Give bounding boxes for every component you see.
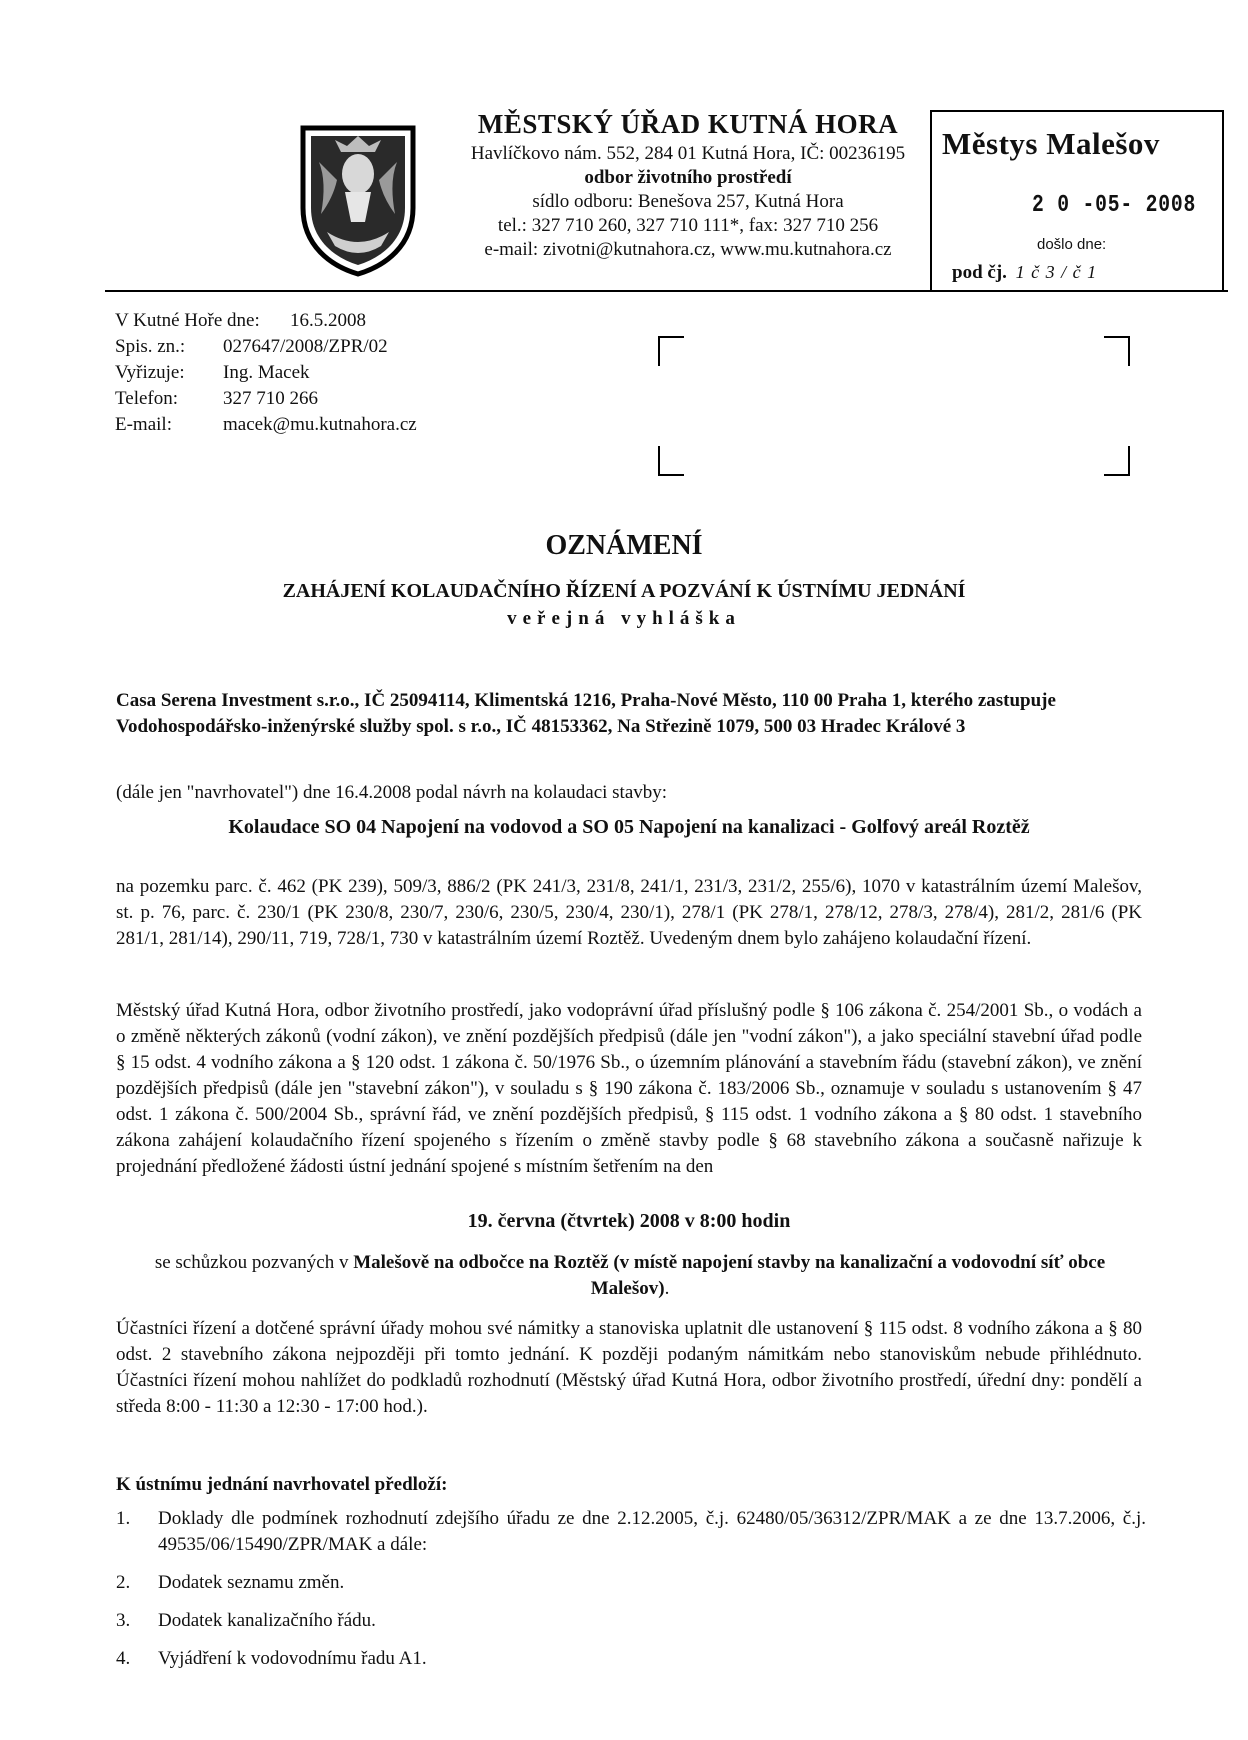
received-stamp <box>930 110 1224 292</box>
office-name: MĚSTSKÝ ÚŘAD KUTNÁ HORA <box>477 109 899 139</box>
list-item-number: 3. <box>116 1610 131 1631</box>
building-name: Kolaudace SO 04 Napojení na vodovod a SO 05 Napojení na kanalizaci - Golfový areál Roztěž <box>228 816 1030 838</box>
stamp-received-label: došlo dne: <box>1037 236 1107 253</box>
list-item-text: Dodatek seznamu změn. <box>158 1572 345 1593</box>
meta-label: Telefon: <box>115 388 179 409</box>
meeting-date: 19. června (čtvrtek) 2008 v 8:00 hodin <box>467 1210 791 1232</box>
requirements-list <box>116 1506 1146 1684</box>
address-window-corner-bl <box>658 446 684 476</box>
stamp-date: 2 0 -05- 2008 <box>1032 192 1197 219</box>
list-item <box>116 1646 1146 1672</box>
authority-paragraph: Městský úřad Kutná Hora, odbor životního prostředí, jako vodoprávní úřad příslušný podle § 106 zákona č. 254/2001 Sb., o vodách a o změně některých zákonů (vodní zákon), ve znění pozdějších předpisů (dále jen "vodní zákon"), a jako speciální stavební úřad podle § 15 odst. 4 vodního zákona a § 120 odst. 1 zákona č. 50/1976 Sb., o územním plánování a stavebním řádu (stavební zákon), ve znění pozdějších předpisů (dále jen "stavební zákon"), v souladu s § 190 zákona č. 183/2006 Sb., oznamuje v souladu s ustanovením § 47 odst. 1 zákona č. 500/2004 Sb., správní řád, ve znění pozdějších předpisů, § 115 odst. 1 vodního zákona a § 80 odst. 1 stavebního zákona zahájení kolaudačního řízení spojeného s řízením o změně stavby podle § 68 stavebního zákona a současně nařizuje k projednání předložené žádosti ústní jednání spojené s místním šetřením na den <box>116 1000 1142 1177</box>
meta-row <box>115 360 417 386</box>
meta-row <box>115 386 417 412</box>
meeting-prefix: se schůzkou pozvaných v <box>154 1252 354 1273</box>
list-item-text: Vyjádření k vodovodnímu řadu A1. <box>158 1648 427 1669</box>
meta-row <box>115 308 417 334</box>
public-notice-label: veřejná vyhláška <box>507 608 741 629</box>
meeting-place: Malešově na odbočce na Roztěž (v místě napojení stavby na kanalizační a vodovodní síť obce Malešov) <box>353 1252 1106 1299</box>
stamp-ref-label: pod čj. <box>952 262 1007 283</box>
meeting-place-paragraph <box>130 1250 1130 1302</box>
address-window-corner-br <box>1104 446 1130 476</box>
list-item-text: Doklady dle podmínek rozhodnutí zdejšího úřadu ze dne 2.12.2005, č.j. 62480/05/36312/ZPR/MAK a ze dne 13.7.2006, č.j. 49535/06/15490/ZPR/MAK a dále: <box>158 1508 1146 1555</box>
list-item <box>116 1570 1146 1596</box>
meta-value: Ing. Macek <box>223 362 310 383</box>
meta-label: V Kutné Hoře dne: <box>115 310 260 331</box>
applicant-paragraph: Casa Serena Investment s.r.o., IČ 25094114, Klimentská 1216, Praha-Nové Město, 110 00 Praha 1, kterého zastupuje Vodohospodářsko-inženýrské služby spol. s r.o., IČ 48153362, Na Střezině 1079, 500 03 Hradec Králové 3 <box>116 690 1056 737</box>
application-sentence: (dále jen "navrhovatel") dne 16.4.2008 podal návrh na kolaudaci stavby: <box>116 782 668 803</box>
meta-row <box>115 334 417 360</box>
list-item <box>116 1506 1146 1558</box>
list-item-number: 2. <box>116 1572 131 1593</box>
office-address: Havlíčkovo nám. 552, 284 01 Kutná Hora, IČ: 00236195 <box>470 143 906 164</box>
department-name: odbor životního prostředí <box>584 167 792 188</box>
list-item-text: Dodatek kanalizačního řádu. <box>158 1610 376 1631</box>
meta-value: 027647/2008/ZPR/02 <box>223 336 388 357</box>
address-window-corner-tl <box>658 336 684 366</box>
address-window-corner-tr <box>1104 336 1130 366</box>
document-subtitle: ZAHÁJENÍ KOLAUDAČNÍHO ŘÍZENÍ A POZVÁNÍ K ÚSTNÍMU JEDNÁNÍ <box>282 580 966 602</box>
meta-label: Vyřizuje: <box>115 362 185 383</box>
meta-label: E-mail: <box>115 414 172 435</box>
stamp-ref-handwritten: 1 č 3 / č 1 <box>1015 262 1098 282</box>
meta-row <box>115 412 417 438</box>
list-item-number: 1. <box>116 1508 131 1529</box>
coat-of-arms-logo <box>297 122 419 278</box>
letterhead <box>428 108 948 262</box>
meta-value: macek@mu.kutnahora.cz <box>223 414 417 435</box>
meta-label: Spis. zn.: <box>115 336 186 357</box>
objections-paragraph: Účastníci řízení a dotčené správní úřady mohou své námitky a stanoviska uplatnit dle ustanovení § 115 odst. 8 vodního zákona a § 80 odst. 2 stavebního zákona nejpozději při tomto jednání. K později podaným námitkám nebo stanoviskům nebude přihlédnuto. Účastníci řízení mohou nahlížet do podkladů rozhodnutí (Městský úřad Kutná Hora, odbor životního prostředí, úřední dny: pondělí a středa 8:00 - 11:30 a 12:30 - 17:00 hod.). <box>116 1318 1142 1417</box>
office-email: e-mail: zivotni@kutnahora.cz, www.mu.kutnahora.cz <box>484 239 892 260</box>
document-title: OZNÁMENÍ <box>545 530 703 561</box>
meeting-suffix: . <box>664 1278 670 1299</box>
list-heading: K ústnímu jednání navrhovatel předloží: <box>116 1474 448 1495</box>
parcels-paragraph: na pozemku parc. č. 462 (PK 239), 509/3, 886/2 (PK 241/3, 231/8, 241/1, 231/3, 231/2, 255/6), 1070 v katastrálním území Malešov, st. p. 76, parc. č. 230/1 (PK 230/8, 230/7, 230/6, 230/5, 230/4, 230/1), 278/1 (PK 278/1, 278/12, 278/3, 278/4), 281/2, 281/6 (PK 281/1, 281/14), 290/11, 719, 728/1, 730 v katastrálním území Roztěž. Uvedeným dnem bylo zahájeno kolaudační řízení. <box>116 876 1142 949</box>
department-seat: sídlo odboru: Benešova 257, Kutná Hora <box>532 191 844 212</box>
stamp-name: Městys Malešov <box>942 126 1160 161</box>
document-metadata <box>115 308 417 438</box>
list-item <box>116 1608 1146 1634</box>
list-item-number: 4. <box>116 1648 131 1669</box>
stamp-reference <box>952 262 1097 284</box>
office-phone: tel.: 327 710 260, 327 710 111*, fax: 327 710 256 <box>497 215 879 236</box>
header-divider <box>105 290 1228 292</box>
meta-value: 16.5.2008 <box>290 310 366 331</box>
meta-value: 327 710 266 <box>223 388 318 409</box>
